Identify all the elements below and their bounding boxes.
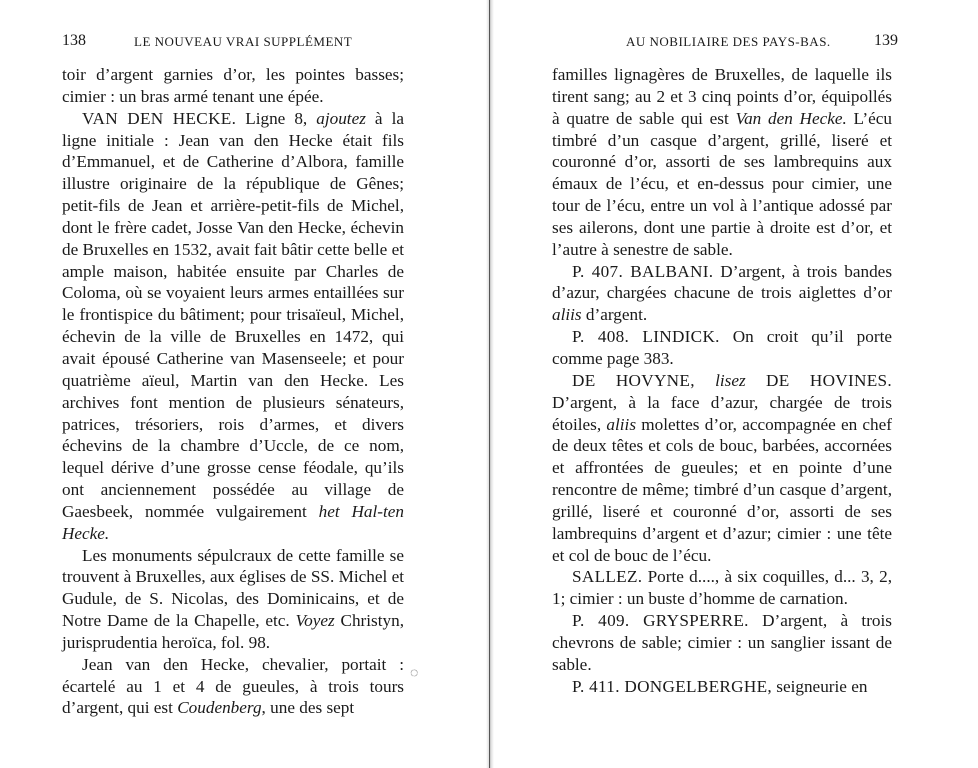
paragraph: Les monuments sépulcraux de cette famille se trouvent à Bruxelles, aux églises de SS. Michel et Gudule, de S. Nicolas, des Dominicains, et de Notre Dame de la Chapelle, etc. Voyez Christyn, jurisprudentia heroïca, fol. 98. [62, 545, 404, 652]
right-page [494, 0, 978, 768]
paragraph: P. 407. BALBANI. D’argent, à trois bandes d’azur, chargées chacune de trois aiglettes d’or aliis d’argent. [552, 261, 893, 325]
entry-heading: SALLEZ. [572, 567, 643, 587]
entry-heading: VAN DEN HECKE. [82, 108, 237, 128]
body-text [552, 64, 892, 697]
entry-heading: P. 407. BALBANI. [572, 261, 714, 281]
paragraph: toir d’argent garnies d’or, les pointes basses; cimier : un bras armé tenant une épée. [62, 65, 404, 106]
paragraph: DE HOVYNE, lisez DE HOVINES. D’argent, à la face d’azur, chargée de trois étoiles, aliis molettes d’or, accompagnée en chef de deux têtes et cols de bouc, barbées, accornées et affrontées de gueules; et en pointe d’une rencontre de même; timbré d’un casque d’argent, grillé, liseré et couronné d’or, assorti de ses lambrequins d’argent et d’azur; cimier : une tête et col de bouc de l’écu. [552, 370, 892, 565]
entry-heading: P. 409. GRYSPERRE. [572, 611, 749, 631]
paragraph: P. 411. DONGELBERGHE, seigneurie en [572, 676, 868, 696]
entry-heading: P. 408. LINDICK. [572, 327, 720, 347]
page-number: 138 [62, 32, 86, 49]
paragraph: familles lignagères de Bruxelles, de laquelle ils tirent sang; au 2 et 3 cinq points d’or, équipollés à quatre de sable qui est Van den Hecke. L’écu timbré d’un casque d’argent, grillé, liseré et couronné d’or, assorti de ses lambrequins aux émaux de l’écu, et en-dessus pour cimier, une tour de l’écu, entre un vol à l’antique adossé par ses ailerons, dont une partie à droite est d’or, et l’autre à senestre de sable. [552, 65, 892, 259]
margin-mark: ◌ [410, 666, 419, 681]
entry-heading: DE HOVINES. [745, 370, 892, 390]
running-head: LE NOUVEAU VRAI SUPPLÉMENT [134, 34, 353, 49]
paragraph: P. 408. LINDICK. On croit qu’il porte comme page 383. [552, 327, 892, 368]
paragraph: VAN DEN HECKE. Ligne 8, ajoutez à la ligne initiale : Jean van den Hecke était fils d’Emmanuel, et de Catherine d’Albora, famille illustre originaire de la république de Gênes; petit-fils de Jean et arrière-petit-fils de Michel, dont le frère cadet, Josse Van den Hecke, échevin de Bruxelles en 1532, avait fait bâtir cette belle et ample maison, habitée ensuite par Charles de Coloma, où se voyaient leurs armes entaillées sur le frontispice du bâtiment; pour trisaïeul, Michel, échevin de la ville de Bruxelles en 1472, qui avait épousé Catherine van Masenseele; et pour quatrième aïeul, Martin van den Hecke. Les archives font mention de plusieurs sénateurs, patrices, trésoriers, rois d’armes, et divers échevins de la chambre d’Uccle, de ce nom, lequel dérive d’une grosse cense féodale, qu’ils ont anciennement possédée au village de Gaesbeek, nommée vulgairement het Hal-ten Hecke. [62, 108, 404, 543]
gutter-line [489, 0, 490, 768]
running-head: AU NOBILIAIRE DES PAYS-BAS. [626, 34, 831, 49]
entry-heading: P. 411. DONGELBERGHE, [572, 676, 772, 696]
left-page [0, 0, 486, 768]
page-number: 139 [874, 32, 898, 49]
paragraph: P. 409. GRYSPERRE. D’argent, à trois chevrons de sable; cimier : un sanglier issant de sable. [552, 611, 892, 674]
book-gutter [486, 0, 494, 768]
paragraph: SALLEZ. Porte d...., à six coquilles, d... 3, 2, 1; cimier : un buste d’homme de carnation. [552, 567, 892, 609]
paragraph: Jean van den Hecke, chevalier, portait : écartelé au 1 et 4 de gueules, à trois tours d’argent, qui est Coudenberg, une des sept [62, 654, 404, 718]
body-text [62, 64, 404, 719]
